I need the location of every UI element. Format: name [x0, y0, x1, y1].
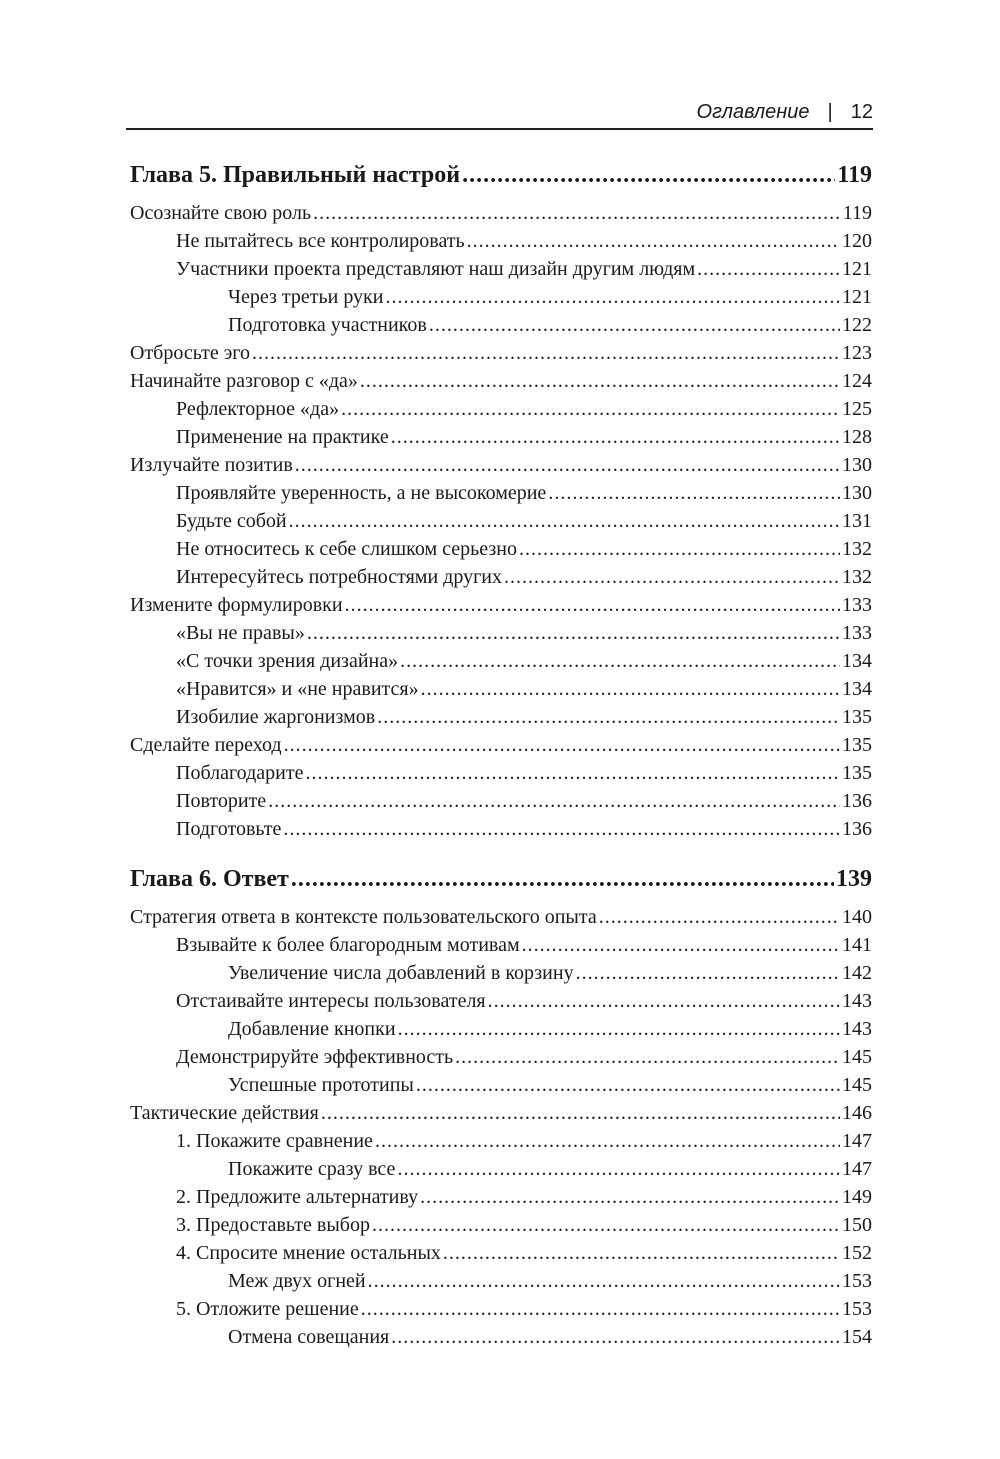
toc-entry: [176, 706, 872, 729]
dot-leader: [599, 906, 840, 929]
toc-entry-page: 136: [842, 790, 872, 812]
toc-entry: [176, 1130, 872, 1153]
toc-entry: [176, 510, 872, 533]
toc-entry: [228, 1158, 872, 1181]
toc-entry-title: Тактические действия: [130, 1102, 319, 1124]
toc-entry-title: Излучайте позитив: [130, 454, 293, 476]
dot-leader: [421, 678, 840, 701]
toc-entry-page: 130: [842, 454, 872, 476]
dot-leader: [397, 1158, 840, 1181]
toc-entry-page: 135: [842, 706, 872, 728]
dot-leader: [372, 1214, 840, 1237]
toc-entry-title: 1. Покажите сравнение: [176, 1130, 373, 1152]
toc-entry: [228, 314, 872, 337]
toc-entry: [176, 566, 872, 589]
chapter-heading-page: 139: [836, 866, 872, 892]
toc-entry: [176, 762, 872, 785]
dot-leader: [368, 1270, 840, 1293]
toc-entry-page: 152: [842, 1242, 872, 1264]
toc-entry-title: Отмена совещания: [228, 1326, 390, 1348]
dot-leader: [375, 1130, 840, 1153]
toc-entry-title: Демонстрируйте эффективность: [176, 1046, 454, 1068]
toc-entry-page: 136: [842, 818, 872, 840]
dot-leader: [576, 962, 840, 985]
toc-entry: [130, 734, 872, 757]
toc-entry: [176, 622, 872, 645]
dot-leader: [385, 286, 840, 309]
toc-entry: [176, 1242, 872, 1265]
toc-entry-title: Повторите: [176, 790, 267, 812]
toc-entry-title: Успешные прототипы: [228, 1074, 414, 1096]
dot-leader: [321, 1102, 840, 1125]
header-separator: |: [827, 101, 833, 123]
toc-entry: [176, 818, 872, 841]
toc-entry-title: Покажите сразу все: [228, 1158, 396, 1180]
dot-leader: [504, 566, 840, 589]
toc-entry: [176, 678, 872, 701]
toc-entry-title: Участники проекта представляют наш дизайн другим людям: [176, 258, 696, 280]
toc-entry-title: Изобилие жаргонизмов: [176, 706, 376, 728]
toc-entry-title: Подготовьте: [176, 818, 282, 840]
dot-leader: [307, 622, 840, 645]
toc-entry: [176, 990, 872, 1013]
dot-leader: [341, 398, 840, 421]
toc-entry: [130, 370, 872, 393]
toc-entry-page: 141: [842, 934, 872, 956]
chapter-heading-title: Глава 6. Ответ: [130, 866, 289, 892]
dot-leader: [291, 866, 834, 893]
toc-entry-title: Интересуйтесь потребностями других: [176, 566, 502, 588]
toc-entry-page: 125: [842, 398, 872, 420]
toc-entry-title: Рефлекторное «да»: [176, 398, 340, 420]
toc-entry-title: Отбросьте эго: [130, 342, 250, 364]
dot-leader: [283, 818, 840, 841]
toc-entry-title: Взывайте к более благородным мотивам: [176, 934, 520, 956]
toc-entry-page: 154: [842, 1326, 872, 1348]
dot-leader: [377, 706, 840, 729]
dot-leader: [313, 202, 841, 225]
toc-entry-page: 134: [842, 678, 872, 700]
dot-leader: [361, 1298, 840, 1321]
toc-entry: [176, 482, 872, 505]
dot-leader: [488, 990, 840, 1013]
toc-entry-page: 143: [842, 1018, 872, 1040]
toc-entry: [130, 202, 872, 225]
dot-leader: [467, 230, 840, 253]
toc-entry: [228, 1074, 872, 1097]
toc-entry-title: Измените формулировки: [130, 594, 343, 616]
toc-entry-page: 147: [842, 1158, 872, 1180]
running-header: [126, 96, 873, 130]
toc-entry-page: 133: [842, 594, 872, 616]
toc-entry-title: Отстаивайте интересы пользователя: [176, 990, 486, 1012]
toc-entry-title: Осознайте свою роль: [130, 202, 312, 224]
toc-entry-page: 142: [842, 962, 872, 984]
dot-leader: [391, 1326, 840, 1349]
toc-entry-title: 2. Предложите альтернативу: [176, 1186, 419, 1208]
chapter-heading: [130, 866, 872, 893]
toc-entry-page: 134: [842, 650, 872, 672]
toc-entry-title: Будьте собой: [176, 510, 287, 532]
toc-entry: [130, 454, 872, 477]
toc-entry: [176, 258, 872, 281]
toc-entry-page: 150: [842, 1214, 872, 1236]
toc-entry-page: 133: [842, 622, 872, 644]
toc-entry: [228, 962, 872, 985]
toc-entry-title: Через третьи руки: [228, 286, 384, 308]
toc-entry: [176, 1186, 872, 1209]
toc-entry: [176, 934, 872, 957]
toc-entry-title: Проявляйте уверенность, а не высокомерие: [176, 482, 547, 504]
toc-entry-page: 121: [842, 258, 872, 280]
dot-leader: [360, 370, 840, 393]
toc-entry-title: Не относитесь к себе слишком серьезно: [176, 538, 517, 560]
dot-leader: [289, 510, 840, 533]
dot-leader: [522, 934, 840, 957]
toc-entry-page: 146: [842, 1102, 872, 1124]
dot-leader: [284, 734, 840, 757]
toc-entry-title: Меж двух огней: [228, 1270, 366, 1292]
toc-entry: [176, 1214, 872, 1237]
toc-entry: [176, 790, 872, 813]
toc-entry-page: 130: [842, 482, 872, 504]
toc-entry-page: 120: [842, 230, 872, 252]
dot-leader: [268, 790, 840, 813]
toc-entry: [176, 1046, 872, 1069]
toc-entry-title: «Нравится» и «не нравится»: [176, 678, 419, 700]
toc-entry-page: 123: [842, 342, 872, 364]
toc-entry-title: «С точки зрения дизайна»: [176, 650, 399, 672]
toc-entry-page: 122: [842, 314, 872, 336]
toc-entry-page: 140: [842, 906, 872, 928]
toc-entry: [228, 1270, 872, 1293]
page-number: 12: [850, 101, 873, 123]
dot-leader: [416, 1074, 840, 1097]
toc-entry-page: 119: [842, 202, 872, 224]
dot-leader: [519, 538, 840, 561]
toc-entry-page: 132: [842, 538, 872, 560]
toc-entry: [228, 1326, 872, 1349]
toc-entry-title: Увеличение числа добавлений в корзину: [228, 962, 574, 984]
section-title: Оглавление: [696, 101, 810, 123]
toc-entry: [130, 1102, 872, 1125]
toc-entry: [130, 342, 872, 365]
dot-leader: [305, 762, 840, 785]
dot-leader: [400, 650, 840, 673]
toc-entry-page: 149: [842, 1186, 872, 1208]
toc-entry: [176, 426, 872, 449]
chapter-heading-page: 119: [837, 162, 872, 188]
toc-entry: [176, 650, 872, 673]
toc-entry-page: 135: [842, 762, 872, 784]
toc-entry-title: Начинайте разговор с «да»: [130, 370, 358, 392]
dot-leader: [398, 1018, 840, 1041]
toc-entry-title: Добавление кнопки: [228, 1018, 396, 1040]
dot-leader: [429, 314, 840, 337]
dot-leader: [548, 482, 840, 505]
toc-entry-page: 143: [842, 990, 872, 1012]
toc-entry-title: Поблагодарите: [176, 762, 304, 784]
dot-leader: [295, 454, 840, 477]
toc-entry: [130, 594, 872, 617]
toc-entry-page: 121: [842, 286, 872, 308]
toc-entry: [176, 1298, 872, 1321]
toc-entry-page: 124: [842, 370, 872, 392]
dot-leader: [391, 426, 840, 449]
toc-entry-page: 132: [842, 566, 872, 588]
toc-entry-title: 3. Предоставьте выбор: [176, 1214, 370, 1236]
toc-entry: [176, 230, 872, 253]
dot-leader: [252, 342, 840, 365]
toc-entry-page: 135: [842, 734, 872, 756]
toc-entry-page: 145: [842, 1074, 872, 1096]
toc-entry-title: Сделайте переход: [130, 734, 282, 756]
dot-leader: [455, 1046, 840, 1069]
dot-leader: [462, 162, 835, 189]
toc-entry-title: «Вы не правы»: [176, 622, 305, 644]
toc-entry-title: 5. Отложите решение: [176, 1298, 359, 1320]
dot-leader: [345, 594, 840, 617]
toc-entry-page: 153: [842, 1298, 872, 1320]
toc-entry: [228, 1018, 872, 1041]
toc-entry-page: 145: [842, 1046, 872, 1068]
dot-leader: [697, 258, 840, 281]
toc-entry-title: Не пытайтесь все контролировать: [176, 230, 465, 252]
dot-leader: [443, 1242, 840, 1265]
toc-entry: [176, 398, 872, 421]
chapter-heading: [130, 162, 872, 189]
toc-entry-title: Стратегия ответа в контексте пользовательского опыта: [130, 906, 597, 928]
toc-entry-title: 4. Спросите мнение остальных: [176, 1242, 441, 1264]
dot-leader: [420, 1186, 840, 1209]
toc-entry: [130, 906, 872, 929]
toc-entry-page: 147: [842, 1130, 872, 1152]
toc-entry: [228, 286, 872, 309]
toc-entry: [176, 538, 872, 561]
toc-entry-page: 131: [842, 510, 872, 532]
chapter-heading-title: Глава 5. Правильный настрой: [130, 162, 461, 188]
toc-entry-page: 128: [842, 426, 872, 448]
toc-entry-page: 153: [842, 1270, 872, 1292]
toc-entry-title: Подготовка участников: [228, 314, 427, 336]
toc-entry-title: Применение на практике: [176, 426, 389, 448]
